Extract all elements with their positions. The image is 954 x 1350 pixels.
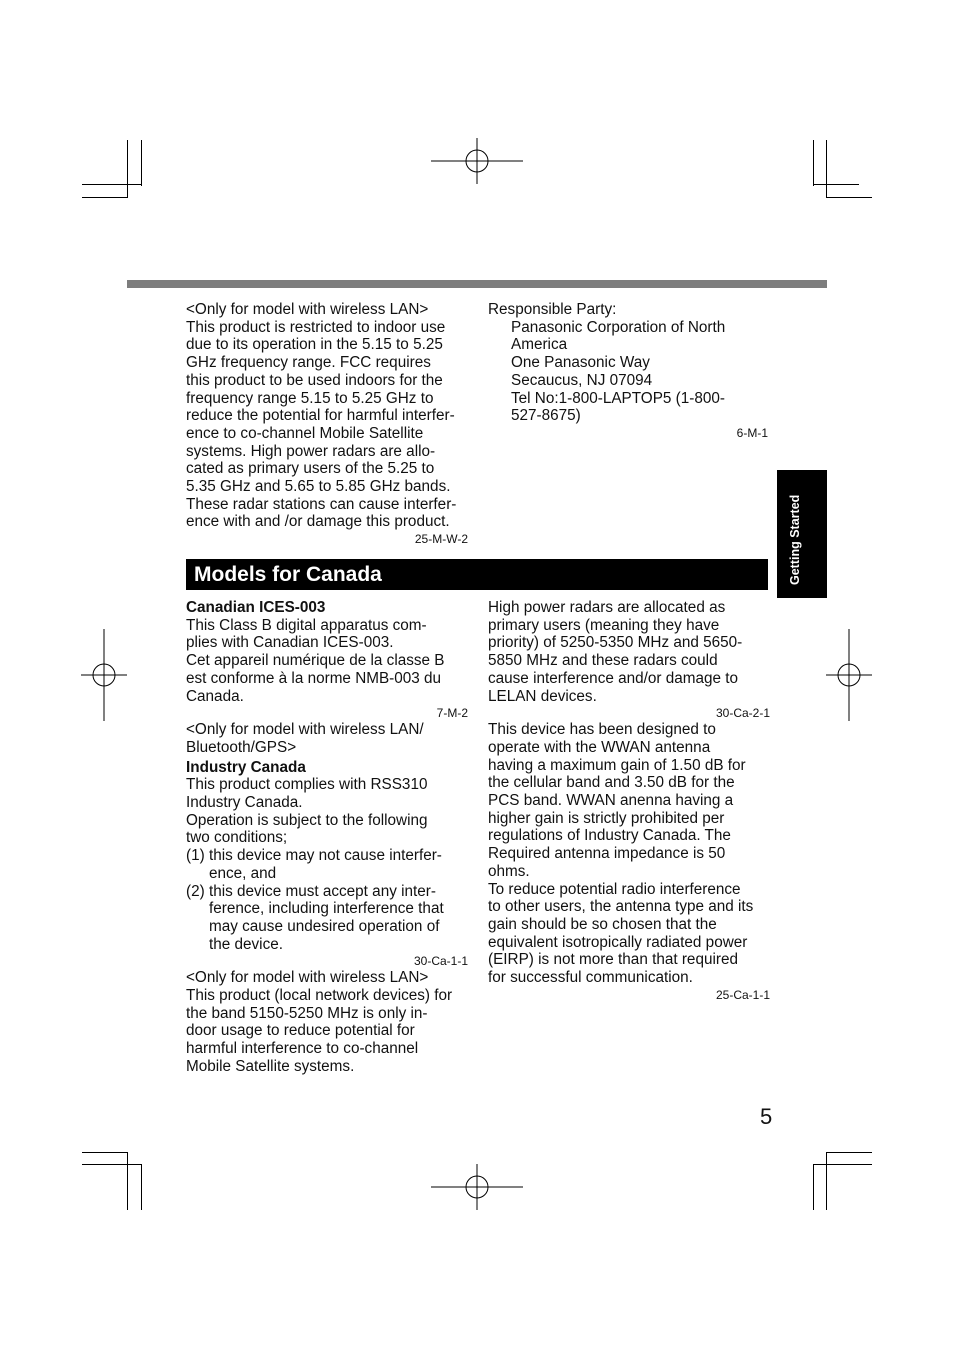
fcc-indoor-notice: <Only for model with wireless LAN> This product is restricted to indoor use due to its operation in the 5.15 to 5.25 GHz frequency range. FCC requires this product to be used indoors for the frequency range 5.15 to 5.25 GHz to reduce the potential for harmful interfer- ence to co-channel Mobile Satellite systems. High power radars are allo- cated as primary users of the 5.25 to 5.35 GHz and 5.65 to 5.85 GHz bands. These radar stations can cause interfer- ence with and /or damage this product. 25-M-W-2 (186, 301, 468, 547)
crop-mark (826, 1152, 827, 1210)
reference-code: 25-M-W-2 (414, 532, 468, 547)
model-note: <Only for model with wireless LAN> (186, 301, 429, 318)
crop-mark (813, 1164, 872, 1165)
crop-mark (141, 140, 142, 186)
responsible-party: Responsible Party: Panasonic Corporation of North America One Panasonic Way Secaucus, NJ 07094 Tel No:1-800-LAPTOP5 (1-800- 527-8675) 6-M-1 (488, 301, 768, 440)
section-title: Models for Canada (186, 559, 768, 590)
crop-mark (826, 140, 827, 198)
industry-canada-heading: Industry Canada (186, 758, 306, 776)
crop-mark (813, 140, 814, 186)
canada-right-column: High power radars are allocated as primary users (meaning they have priority) of 5250-5350 MHz and 5650- 5850 MHz and these radars could cause interference and/or damage to LELAN devices. 30-Ca-2-1 This device has been designed to operate with the WWAN antenna having a maximum gain of 1.50 dB for the cellular band and 3.50 dB for the PCS band. WWAN anenna having a higher gain is strictly prohibited per regulations of Industry Canada. The Required antenna impedance is 50 ohms. To reduce potential radio interference to other users, the antenna type and its gain should be so chosen that the equivalent isotropically radiated power (EIRP) is not more than that required for successful communication. 25-Ca-1-1 (488, 599, 770, 1002)
side-tab-label: Getting Started (788, 494, 802, 585)
model-note: <Only for model with wireless LAN/ (186, 721, 424, 739)
crop-mark (82, 184, 142, 185)
side-tab (777, 470, 827, 598)
canada-left-column: Canadian ICES-003 This Class B digital apparatus com- plies with Canadian ICES-003. Cet appareil numérique de la classe B est conforme à la norme NMB-003 du Canada. 7-M-2 <Only for model with wireless LAN/ Bluetooth/GPS> Industry Canada This product complies with RSS310 Industry Canada. Operation is subject to the following two conditions; (1) this device may not cause interfer- ence, and (2) this device must accept any inter- ference, including interference that may cause undesired operation of the device. 30-Ca-1-1 <Only for model with wireless LAN> This product (local network devices) for the band 5150-5250 MHz is only in- door usage to reduce potential for harmful interference to co-channel Mobile Satellite systems. (186, 599, 468, 1075)
crop-mark (813, 1164, 814, 1210)
crop-mark (127, 140, 128, 198)
registration-mark-icon (431, 138, 523, 184)
condition-1: (1) this device may not cause interfer- (186, 847, 442, 865)
crop-mark (127, 1152, 128, 1210)
crop-mark (82, 1152, 128, 1153)
registration-mark-icon (81, 629, 127, 721)
crop-mark (82, 197, 128, 198)
registration-mark-icon (826, 629, 872, 721)
crop-mark (82, 1164, 142, 1165)
header-rule (127, 280, 827, 288)
reference-code: 6-M-1 (736, 425, 768, 440)
reference-code: 30-Ca-1-1 (413, 954, 468, 969)
condition-2: (2) this device must accept any inter- (186, 882, 436, 900)
crop-mark (826, 1152, 872, 1153)
model-note: <Only for model with wireless LAN> (186, 969, 429, 987)
page-number: 5 (760, 1104, 773, 1129)
crop-mark (813, 184, 859, 185)
responsible-party-label: Responsible Party: (488, 301, 617, 318)
ices-heading: Canadian ICES-003 (186, 599, 326, 616)
crop-mark (141, 1164, 142, 1210)
registration-mark-icon (431, 1164, 523, 1210)
crop-mark (826, 197, 872, 198)
reference-code: 25-Ca-1-1 (715, 987, 770, 1002)
reference-code: 30-Ca-2-1 (715, 706, 770, 721)
reference-code: 7-M-2 (436, 706, 468, 721)
